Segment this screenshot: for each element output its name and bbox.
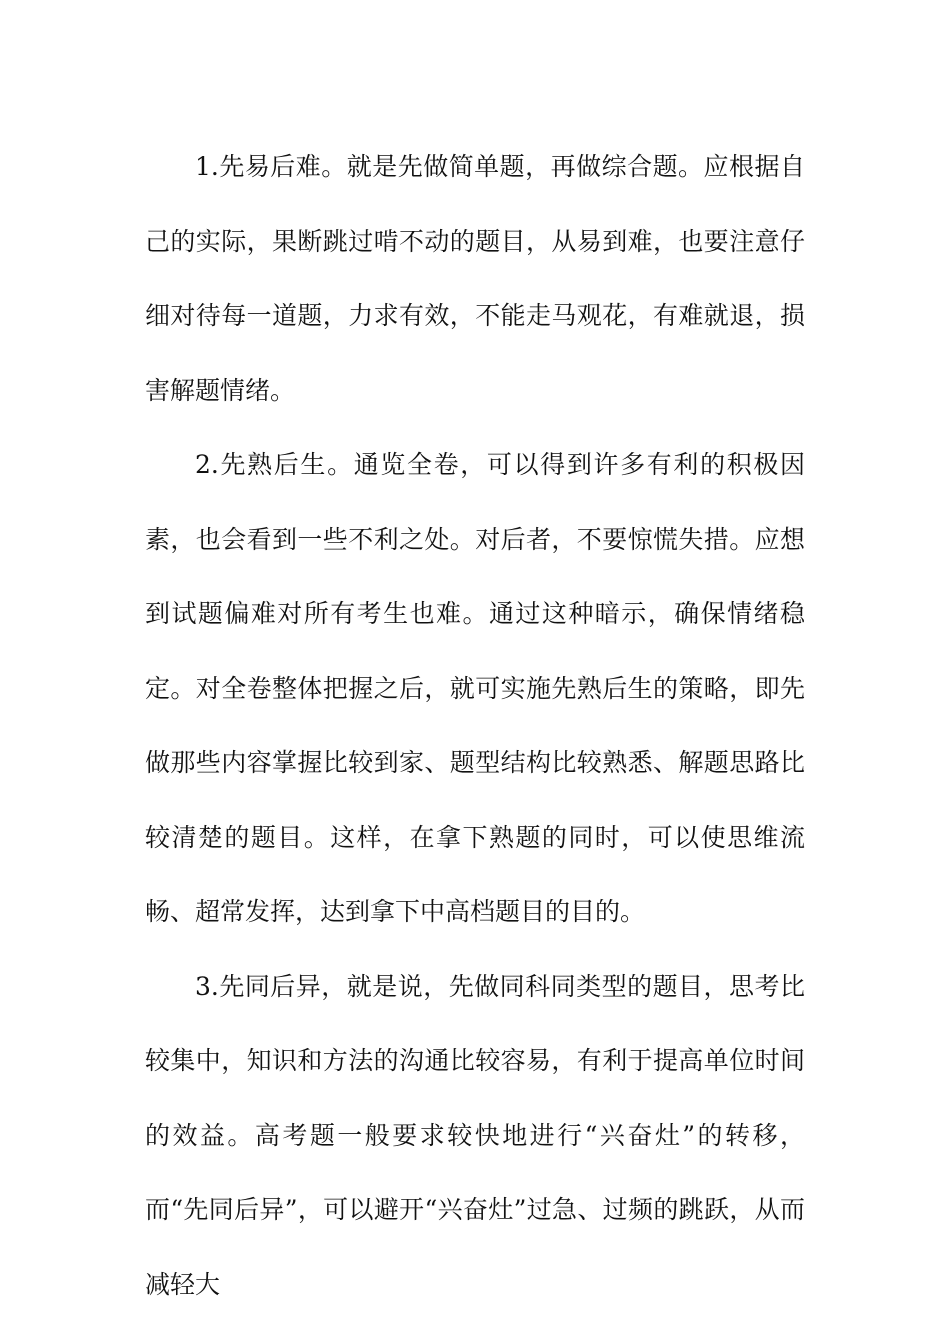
document-body bbox=[145, 130, 805, 1322]
paragraph-3: 3.先同后异，就是说，先做同科同类型的题目，思考比较集中，知识和方法的沟通比较容易，有利于提高单位时间的效益。高考题一般要求较快地进行“兴奋灶”的转移，而“先同后异”，可以避开“兴奋灶”过急、过频的跳跃，从而减轻大 bbox=[145, 971, 805, 1299]
paragraph-2: 2.先熟后生。通览全卷，可以得到许多有利的积极因素，也会看到一些不利之处。对后者，不要惊慌失措。应想到试题偏难对所有考生也难。通过这种暗示，确保情绪稳定。对全卷整体把握之后，就可实施先熟后生的策略，即先做那些内容掌握比较到家、题型结构比较熟悉、解题思路比较清楚的题目。这样，在拿下熟题的同时，可以使思维流畅、超常发挥，达到拿下中高档题目的目的。 bbox=[145, 450, 805, 926]
paragraph-1: 1.先易后难。就是先做简单题，再做综合题。应根据自己的实际，果断跳过啃不动的题目，从易到难，也要注意仔细对待每一道题，力求有效，不能走马观花，有难就退，损害解题情绪。 bbox=[145, 152, 805, 405]
